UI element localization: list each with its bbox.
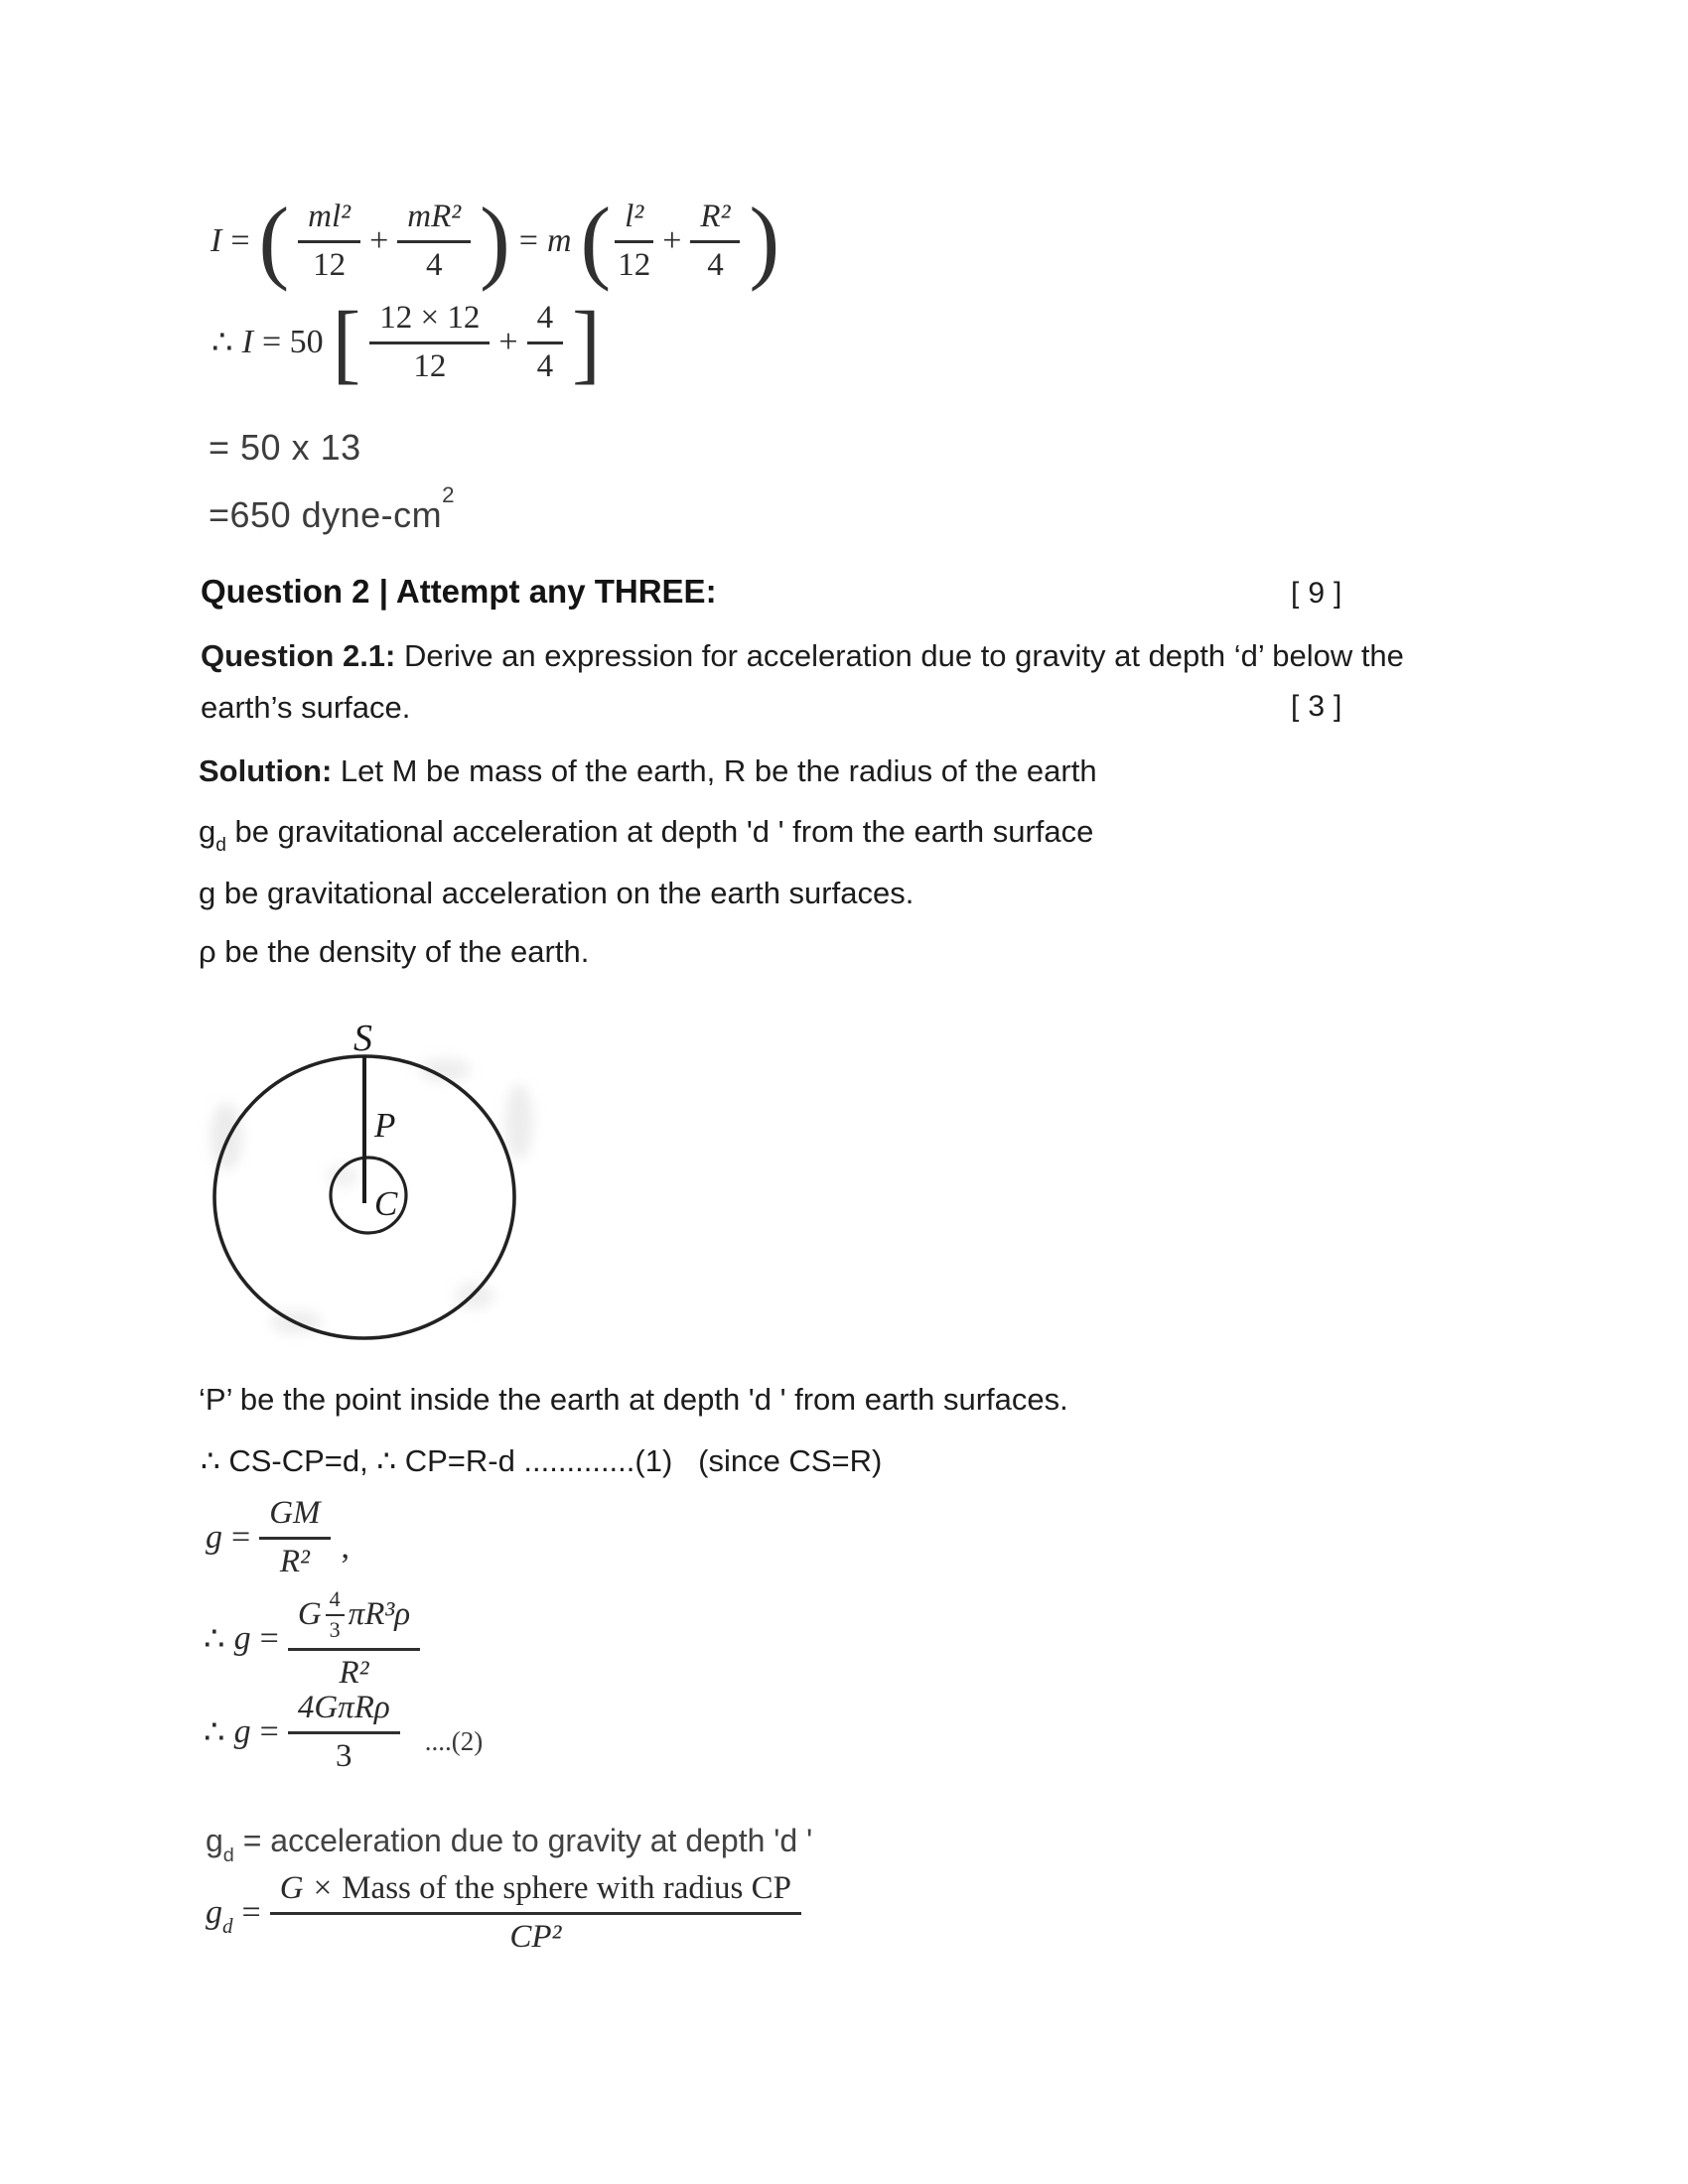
close-paren: ) — [749, 189, 780, 293]
therefore-symbol: ∴ — [204, 1714, 225, 1751]
gd-text: be gravitational acceleration at depth 'd ' from the earth surface — [225, 814, 1094, 849]
therefore-symbol: ∴ — [211, 325, 233, 361]
fraction — [615, 199, 653, 284]
label-point-s: S — [353, 1018, 372, 1059]
math-token: G — [279, 1870, 304, 1906]
gd-depth-line — [206, 1823, 813, 1866]
numerator-text: Mass of the sphere with radius CP — [342, 1870, 791, 1906]
fraction — [298, 199, 360, 284]
times-symbol: × — [313, 1870, 333, 1906]
result-line-1: = 50 x 13 — [209, 427, 361, 468]
fraction — [259, 1495, 330, 1580]
math-token: m — [546, 222, 572, 259]
math-token: = — [231, 1519, 251, 1556]
question-2-marks: [9] — [1291, 577, 1351, 610]
fraction — [288, 1690, 400, 1775]
math-token: = 50 — [261, 324, 324, 360]
fraction-denominator: 4 — [536, 348, 554, 384]
numerator-row — [298, 1586, 410, 1643]
math-token: = — [259, 1713, 279, 1750]
cs-cp-equation-line: ∴ CS-CP=d, ∴ CP=R-d .............(1) (since CS=R) — [201, 1443, 883, 1478]
math-token: G — [297, 1596, 322, 1632]
fraction-denominator: 12 — [413, 348, 447, 384]
result-line-2 — [209, 481, 456, 536]
gd-subscript: d — [222, 1914, 233, 1939]
g-definition-line: g be gravitational acceleration on the earth surfaces. — [199, 876, 914, 910]
fraction-numerator — [270, 1870, 801, 1915]
mini-fraction — [326, 1586, 345, 1643]
gd-symbol: g — [206, 1894, 222, 1931]
question-2-1-line-1 — [201, 636, 1404, 676]
solution-prefix: Solution: — [199, 753, 333, 788]
math-token: , — [341, 1529, 351, 1566]
equation-g-final — [204, 1690, 483, 1775]
rho-definition-line: ρ be the density of the earth. — [199, 934, 590, 969]
fraction — [270, 1870, 801, 1956]
fraction-numerator: 4GπRρ — [288, 1690, 400, 1734]
solution-line — [199, 751, 1097, 791]
math-token: = — [241, 1894, 261, 1931]
question-2-heading: Question 2 | Attempt any THREE: — [201, 573, 717, 610]
result-text: =650 dyne-cm — [209, 494, 443, 535]
math-token: g — [233, 1620, 251, 1657]
math-token: I — [241, 324, 253, 360]
question-2-1-prefix: Question 2.1: — [201, 638, 396, 673]
gd-symbol: g — [206, 1823, 223, 1858]
gd-definition-line — [199, 812, 1094, 857]
fraction-denominator: CP² — [509, 1919, 562, 1955]
fraction-numerator: R² — [690, 199, 740, 243]
math-token: + — [662, 222, 682, 259]
therefore-symbol: ∴ — [204, 1621, 225, 1658]
fraction-numerator: GM — [259, 1495, 330, 1540]
fraction — [369, 300, 490, 385]
equation-gd-sphere — [206, 1870, 801, 1956]
open-bracket: [ — [332, 292, 361, 392]
open-paren: ( — [580, 189, 612, 293]
fraction-numerator: l² — [615, 199, 653, 243]
math-token: = — [259, 1620, 279, 1657]
equation-number-tag: ....(2) — [424, 1725, 484, 1756]
close-paren: ) — [480, 189, 510, 293]
equation-substitution — [211, 292, 601, 392]
question-2-1-marks: [3] — [1291, 690, 1351, 723]
fraction-denominator: 4 — [425, 247, 443, 283]
math-token: I — [211, 222, 222, 259]
math-token: πR³ρ — [348, 1596, 411, 1632]
gd-symbol: g — [199, 814, 216, 849]
fraction-numerator: ml² — [298, 199, 360, 243]
gd-subscript: d — [215, 835, 226, 857]
equation-g-surface — [206, 1495, 350, 1580]
fraction-numerator — [288, 1586, 420, 1651]
math-token: = — [230, 222, 250, 259]
numerator-row — [280, 1870, 791, 1907]
fraction — [397, 199, 471, 284]
point-p-line: ‘P’ be the point inside the earth at depth 'd ' from earth surfaces. — [199, 1382, 1068, 1417]
gd-text: = acceleration due to gravity at depth 'd ' — [233, 1823, 813, 1858]
equation-moment-of-inertia — [211, 189, 780, 293]
label-point-c: C — [374, 1184, 398, 1223]
question-2-1-line-2: earth’s surface. — [201, 690, 411, 725]
fraction — [690, 199, 740, 284]
fraction — [288, 1586, 420, 1692]
result-superscript: 2 — [442, 481, 456, 507]
open-paren: ( — [258, 189, 290, 293]
math-token: = — [518, 222, 538, 259]
fraction-denominator: 3 — [336, 1738, 352, 1774]
label-point-p: P — [374, 1106, 396, 1145]
fraction-denominator: 12 — [618, 247, 651, 283]
solution-text: Let M be mass of the earth, R be the radius of the earth — [332, 753, 1097, 788]
gd-subscript: d — [222, 1843, 234, 1866]
math-token: + — [369, 222, 389, 259]
fraction — [527, 300, 564, 385]
fraction-numerator: mR² — [397, 199, 471, 243]
fraction-numerator: 12 × 12 — [369, 300, 490, 344]
fraction-denominator: 4 — [707, 247, 724, 283]
close-bracket: ] — [572, 292, 601, 392]
math-token: g — [233, 1713, 251, 1750]
scan-artifacts — [211, 1058, 533, 1334]
question-2-1-text: Derive an expression for acceleration due to gravity at depth ‘d’ below the — [395, 638, 1404, 673]
fraction-denominator: R² — [339, 1655, 369, 1691]
math-token: + — [498, 324, 518, 360]
fraction-numerator: 4 — [527, 300, 564, 344]
mini-fraction-denominator: 3 — [329, 1617, 341, 1642]
fraction-denominator: R² — [279, 1544, 310, 1579]
math-token — [206, 1894, 233, 1939]
math-token: g — [206, 1519, 222, 1556]
mini-fraction-numerator: 4 — [326, 1586, 345, 1616]
fraction-denominator: 12 — [313, 247, 347, 283]
earth-depth-diagram — [179, 1001, 596, 1378]
equation-g-density — [204, 1586, 420, 1692]
